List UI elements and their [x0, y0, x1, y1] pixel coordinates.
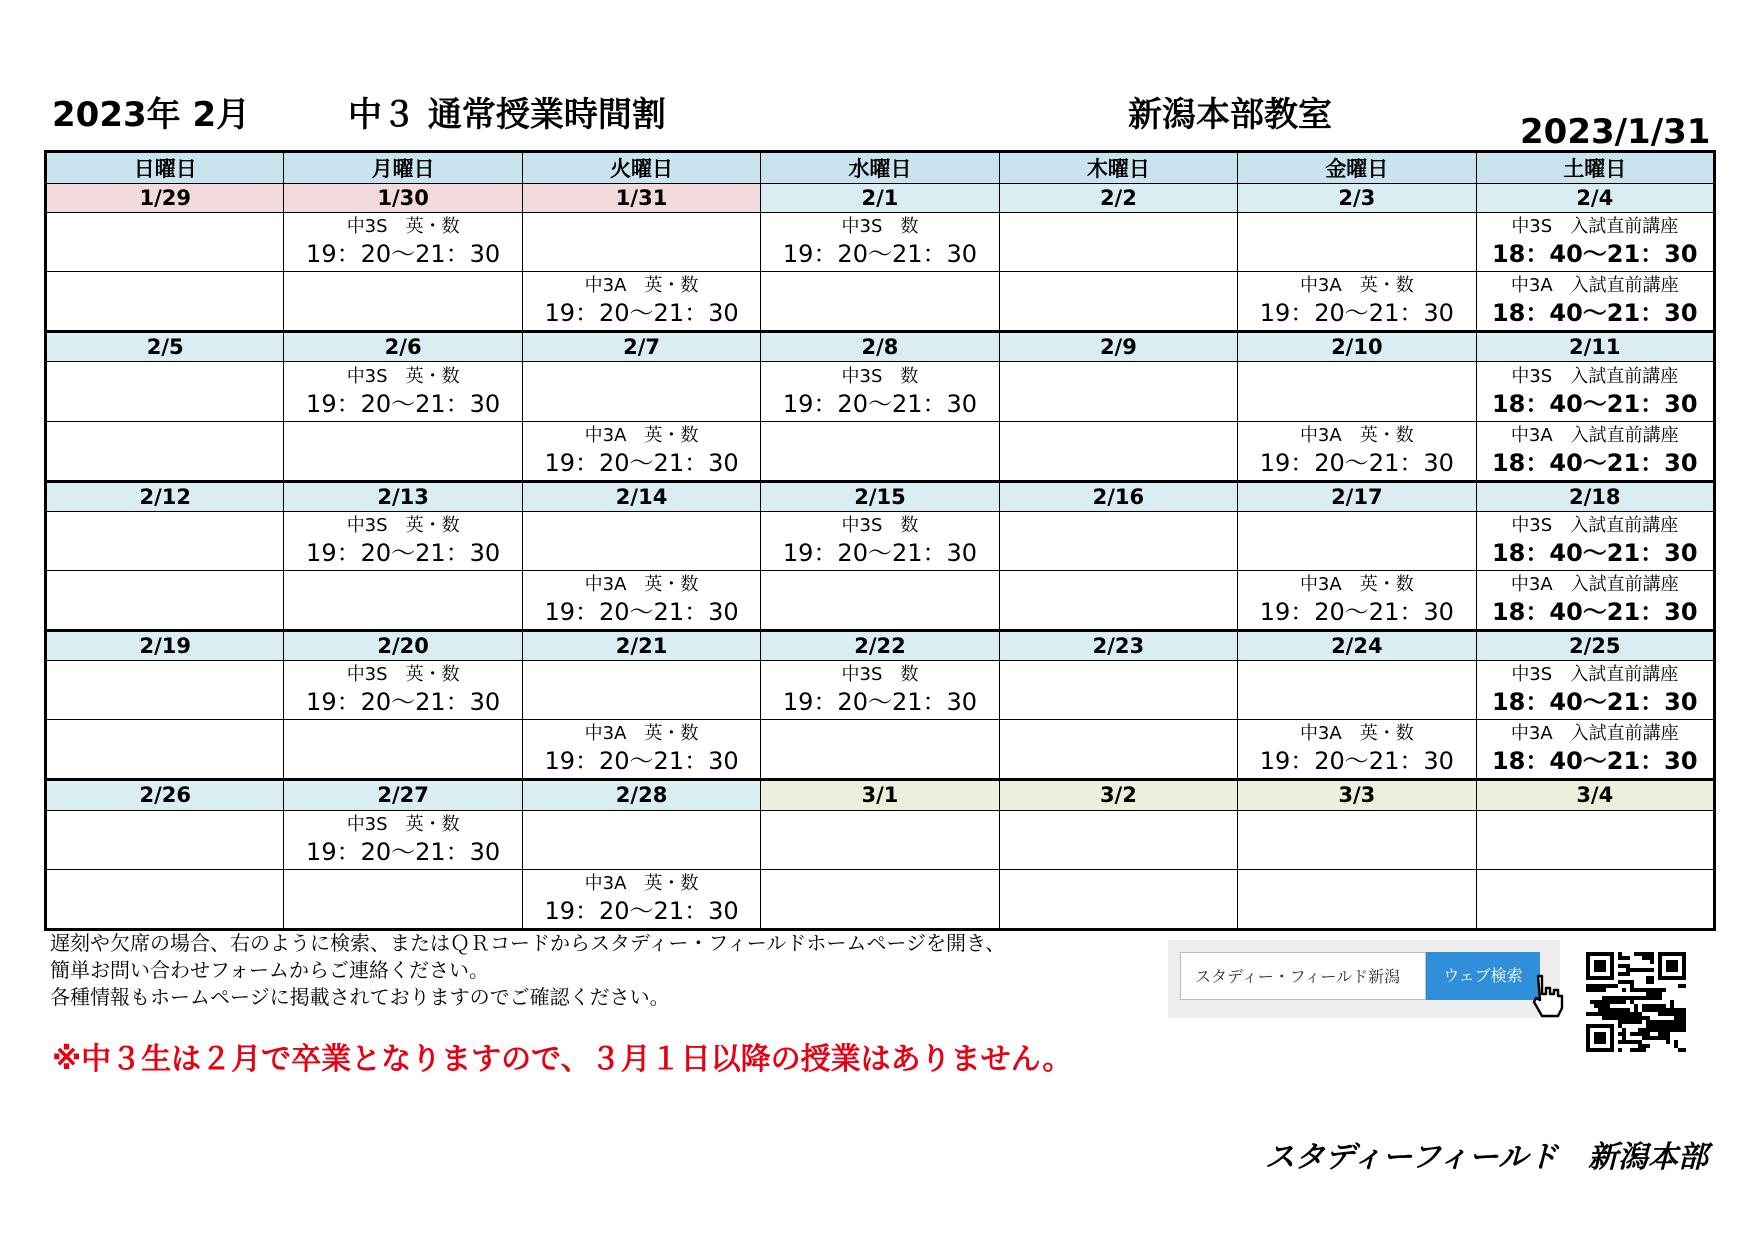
date-cell: 2/28 — [522, 780, 760, 810]
class-time: 19：20～21：30 — [306, 538, 501, 567]
lesson-cell — [522, 810, 760, 869]
lesson-cell — [1476, 869, 1714, 929]
date-cell: 2/13 — [284, 481, 522, 511]
lesson-cell — [1238, 570, 1476, 630]
class-name: 中3S 数 — [841, 664, 919, 686]
lesson-cell — [761, 362, 999, 421]
search-example — [1168, 940, 1560, 1018]
lesson-cell — [999, 720, 1237, 780]
weekday-header-row — [46, 152, 1715, 184]
lesson-cell — [761, 272, 999, 332]
lesson-cell — [284, 421, 522, 481]
lesson-cell — [284, 511, 522, 570]
lesson-cell — [999, 421, 1237, 481]
weekday-header: 水曜日 — [761, 152, 999, 184]
lesson-row — [46, 661, 1715, 720]
date-cell: 3/3 — [1238, 780, 1476, 810]
date-cell: 2/26 — [46, 780, 284, 810]
date-row — [46, 631, 1715, 661]
class-time: 19：20～21：30 — [782, 240, 978, 269]
lesson-cell — [1476, 421, 1714, 481]
class-name: 中3S 数 — [841, 514, 919, 536]
lesson-cell — [284, 869, 522, 929]
class-time: 19：20～21：30 — [782, 389, 978, 418]
class-name: 中3A 入試直前講座 — [1510, 574, 1679, 596]
class-name: 中3A 英・数 — [1299, 275, 1414, 297]
lesson-cell — [761, 421, 999, 481]
lesson-row — [46, 272, 1715, 332]
lesson-cell — [1238, 421, 1476, 481]
date-cell: 2/20 — [284, 631, 522, 661]
date-cell: 2/1 — [761, 184, 999, 213]
class-time: 19：20～21：30 — [1259, 299, 1454, 328]
date-cell: 2/19 — [46, 631, 284, 661]
date-cell: 1/29 — [46, 184, 284, 213]
date-row — [46, 481, 1715, 511]
graduation-warning: ※中３生は２月で卒業となりますので、３月１日以降の授業はありません。 — [52, 1042, 1073, 1077]
lesson-cell — [1238, 362, 1476, 421]
lesson-cell — [46, 720, 284, 780]
date-cell: 2/23 — [999, 631, 1237, 661]
date-cell: 2/24 — [1238, 631, 1476, 661]
class-name: 中3S 入試直前講座 — [1511, 216, 1679, 238]
lesson-cell — [522, 213, 760, 272]
class-time: 18：40～21：30 — [1491, 538, 1698, 567]
lesson-cell — [522, 511, 760, 570]
class-time: 18：40～21：30 — [1491, 299, 1698, 328]
class-name: 中3A 英・数 — [1299, 723, 1414, 745]
date-cell: 2/7 — [522, 332, 760, 362]
class-time: 18：40～21：30 — [1491, 448, 1698, 477]
date-row — [46, 184, 1715, 213]
lesson-cell — [522, 272, 760, 332]
class-time: 18：40～21：30 — [1491, 598, 1698, 627]
lesson-cell — [1476, 362, 1714, 421]
issue-date: 2023/1/31 — [1520, 112, 1711, 152]
date-cell: 1/31 — [522, 184, 760, 213]
class-name: 中3A 英・数 — [584, 424, 699, 446]
lesson-cell — [522, 661, 760, 720]
lesson-cell — [1476, 570, 1714, 630]
lesson-row — [46, 511, 1715, 570]
class-name: 中3S 英・数 — [346, 514, 460, 536]
lesson-cell — [284, 720, 522, 780]
lesson-cell — [46, 272, 284, 332]
note-line: 各種情報もホームページに掲載されておりますのでご確認ください。 — [50, 985, 670, 1009]
class-name: 中3S 入試直前講座 — [1511, 365, 1679, 387]
qr-code-icon — [1586, 952, 1686, 1052]
class-name: 中3A 英・数 — [584, 723, 699, 745]
contact-notes — [50, 930, 1005, 1011]
lesson-cell — [761, 511, 999, 570]
date-cell: 2/2 — [999, 184, 1237, 213]
hand-pointer-icon — [1528, 972, 1570, 1018]
weekday-header: 木曜日 — [999, 152, 1237, 184]
lesson-cell — [761, 869, 999, 929]
lesson-cell — [284, 213, 522, 272]
class-name: 中3S 入試直前講座 — [1511, 664, 1679, 686]
lesson-cell — [1476, 213, 1714, 272]
class-time: 19：20～21：30 — [306, 389, 501, 418]
lesson-cell — [1238, 272, 1476, 332]
date-row — [46, 332, 1715, 362]
weekday-header: 金曜日 — [1238, 152, 1476, 184]
lesson-cell — [522, 421, 760, 481]
lesson-row — [46, 213, 1715, 272]
search-input[interactable]: スタディー・フィールド新潟 — [1180, 952, 1426, 1000]
timetable — [44, 150, 1716, 931]
lesson-cell — [761, 213, 999, 272]
class-name: 中3S 英・数 — [346, 365, 460, 387]
lesson-cell — [46, 810, 284, 869]
date-cell: 2/21 — [522, 631, 760, 661]
class-time: 19：20～21：30 — [544, 448, 739, 477]
weekday-header: 火曜日 — [522, 152, 760, 184]
lesson-cell — [1238, 213, 1476, 272]
class-time: 19：20～21：30 — [1259, 448, 1454, 477]
lesson-cell — [284, 810, 522, 869]
lesson-cell — [46, 213, 284, 272]
lesson-cell — [1238, 869, 1476, 929]
date-cell: 2/8 — [761, 332, 999, 362]
date-cell: 2/25 — [1476, 631, 1714, 661]
lesson-cell — [1238, 720, 1476, 780]
lesson-cell — [1238, 810, 1476, 869]
class-time: 19：20～21：30 — [782, 688, 978, 717]
date-cell: 2/4 — [1476, 184, 1714, 213]
date-cell: 2/6 — [284, 332, 522, 362]
class-name: 中3A 入試直前講座 — [1510, 723, 1679, 745]
class-time: 18：40～21：30 — [1491, 240, 1698, 269]
schedule-title: 中３ 通常授業時間割 — [348, 95, 666, 135]
lesson-row — [46, 421, 1715, 481]
class-time: 18：40～21：30 — [1491, 389, 1698, 418]
lesson-cell — [1476, 720, 1714, 780]
lesson-cell — [999, 570, 1237, 630]
date-cell: 2/11 — [1476, 332, 1714, 362]
footer-brand: スタディーフィールド 新潟本部 — [1264, 1140, 1708, 1175]
lesson-cell — [999, 869, 1237, 929]
month-title: 2023年 2月 — [52, 95, 251, 135]
class-name: 中3S 英・数 — [346, 664, 460, 686]
date-cell: 2/10 — [1238, 332, 1476, 362]
lesson-cell — [284, 362, 522, 421]
class-name: 中3S 数 — [841, 365, 919, 387]
date-cell: 2/16 — [999, 481, 1237, 511]
lesson-row — [46, 720, 1715, 780]
class-name: 中3A 英・数 — [1299, 424, 1414, 446]
class-time: 18：40～21：30 — [1491, 747, 1698, 776]
lesson-cell — [46, 570, 284, 630]
lesson-cell — [999, 362, 1237, 421]
lesson-cell — [46, 421, 284, 481]
lesson-cell — [522, 720, 760, 780]
class-name: 中3S 英・数 — [346, 216, 460, 238]
lesson-cell — [284, 272, 522, 332]
weekday-header: 土曜日 — [1476, 152, 1714, 184]
lesson-cell — [999, 213, 1237, 272]
lesson-cell — [1238, 661, 1476, 720]
class-name: 中3A 入試直前講座 — [1510, 424, 1679, 446]
class-time: 19：20～21：30 — [306, 688, 501, 717]
lesson-cell — [761, 570, 999, 630]
class-name: 中3A 英・数 — [584, 574, 699, 596]
class-name: 中3A 入試直前講座 — [1510, 275, 1679, 297]
lesson-cell — [999, 511, 1237, 570]
lesson-cell — [999, 272, 1237, 332]
date-cell: 3/2 — [999, 780, 1237, 810]
date-cell: 2/17 — [1238, 481, 1476, 511]
date-cell: 2/12 — [46, 481, 284, 511]
class-time: 19：20～21：30 — [1259, 747, 1454, 776]
lesson-row — [46, 570, 1715, 630]
school-name: 新潟本部教室 — [1128, 95, 1332, 135]
web-search-button[interactable]: ウェブ検索 — [1426, 952, 1540, 1000]
date-cell: 2/22 — [761, 631, 999, 661]
class-time: 19：20～21：30 — [544, 747, 739, 776]
note-line: 簡単お問い合わせフォームからご連絡ください。 — [50, 958, 489, 982]
note-line: 遅刻や欠席の場合、右のように検索、またはＱＲコードからスタディー・フィールドホームページを開き、 — [50, 931, 1006, 955]
date-cell: 2/3 — [1238, 184, 1476, 213]
lesson-row — [46, 810, 1715, 869]
class-name: 中3S 入試直前講座 — [1511, 514, 1679, 536]
date-cell: 2/27 — [284, 780, 522, 810]
class-time: 19：20～21：30 — [782, 538, 978, 567]
lesson-cell — [1476, 511, 1714, 570]
lesson-cell — [46, 362, 284, 421]
class-time: 19：20～21：30 — [306, 240, 501, 269]
class-time: 19：20～21：30 — [544, 299, 739, 328]
lesson-cell — [46, 869, 284, 929]
date-cell: 3/4 — [1476, 780, 1714, 810]
lesson-cell — [284, 570, 522, 630]
lesson-cell — [284, 661, 522, 720]
class-name: 中3A 英・数 — [1299, 574, 1414, 596]
class-name: 中3A 英・数 — [584, 275, 699, 297]
date-cell: 2/15 — [761, 481, 999, 511]
lesson-cell — [522, 362, 760, 421]
date-cell: 2/18 — [1476, 481, 1714, 511]
lesson-cell — [761, 720, 999, 780]
lesson-cell — [999, 661, 1237, 720]
weekday-header: 日曜日 — [46, 152, 284, 184]
class-time: 19：20～21：30 — [544, 896, 739, 925]
date-cell: 2/9 — [999, 332, 1237, 362]
lesson-cell — [1476, 272, 1714, 332]
lesson-cell — [46, 511, 284, 570]
lesson-cell — [761, 661, 999, 720]
class-name: 中3S 数 — [841, 216, 919, 238]
lesson-cell — [522, 570, 760, 630]
lesson-cell — [522, 869, 760, 929]
lesson-row — [46, 362, 1715, 421]
lesson-cell — [999, 810, 1237, 869]
lesson-cell — [46, 661, 284, 720]
lesson-cell — [1476, 810, 1714, 869]
date-cell: 1/30 — [284, 184, 522, 213]
date-row — [46, 780, 1715, 810]
date-cell: 2/14 — [522, 481, 760, 511]
class-time: 19：20～21：30 — [544, 598, 739, 627]
lesson-row — [46, 869, 1715, 929]
class-name: 中3A 英・数 — [584, 872, 699, 894]
date-cell: 3/1 — [761, 780, 999, 810]
weekday-header: 月曜日 — [284, 152, 522, 184]
lesson-cell — [1238, 511, 1476, 570]
class-time: 19：20～21：30 — [1259, 598, 1454, 627]
class-time: 18：40～21：30 — [1491, 688, 1698, 717]
lesson-cell — [761, 810, 999, 869]
class-name: 中3S 英・数 — [346, 813, 460, 835]
date-cell: 2/5 — [46, 332, 284, 362]
lesson-cell — [1476, 661, 1714, 720]
class-time: 19：20～21：30 — [306, 837, 501, 866]
